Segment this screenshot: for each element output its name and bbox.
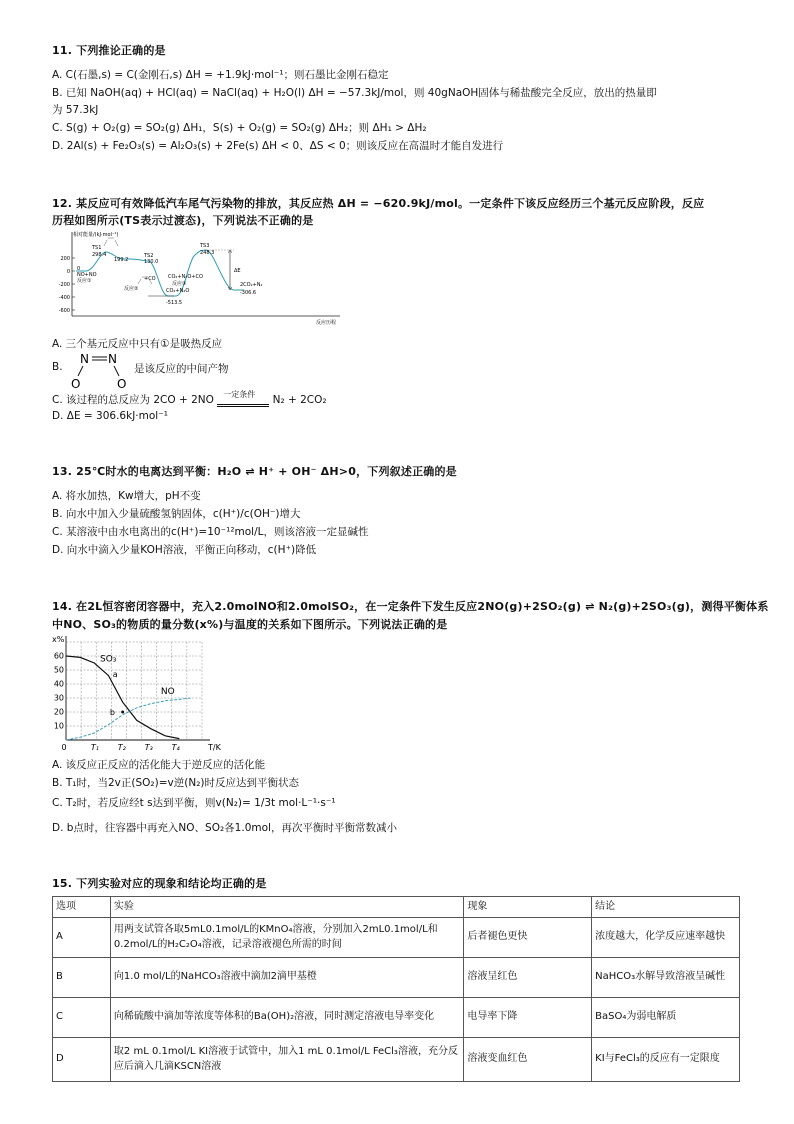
row-b-experiment: 向1.0 mol/L的NaHCO₃溶液中滴加2滴甲基橙 <box>110 957 463 997</box>
q12-option-c-suffix: N₂ + 2CO₂ <box>272 394 327 406</box>
row-a-conclusion: 浓度越大，化学反应速率越快 <box>592 917 740 957</box>
point-b-marker <box>121 711 124 714</box>
row-c-phenomenon: 电导率下降 <box>464 997 592 1037</box>
xtick-label: T₂ <box>117 743 126 752</box>
ytick-label: 20 <box>53 707 64 717</box>
mid-species2: CO₂+N₂O <box>166 288 190 294</box>
header-option: 选项 <box>53 897 111 918</box>
experiment-table <box>52 896 740 1082</box>
q13-option-c: C. 某溶液中由水电离出的c(H⁺)=10⁻¹²mol/L，则该溶液一定显碱性 <box>52 526 369 538</box>
header-experiment: 实验 <box>110 897 463 918</box>
series-label: SO₃ <box>100 654 117 665</box>
n2o2-molecule-icon <box>68 350 132 390</box>
row-d-phenomenon: 溶液变血红色 <box>464 1037 592 1081</box>
ytick-label: 10 <box>53 721 64 731</box>
chart-labels <box>52 635 222 752</box>
ts1-value: 298.4 <box>92 252 107 258</box>
q13-option-d: D. 向水中滴入少量KOH溶液，平衡正向移动，c(H⁺)降低 <box>52 544 317 556</box>
q13-option-b: B. 向水中加入少量硫酸氢钠固体，c(H⁺)/c(OH⁻)增大 <box>52 508 301 520</box>
energy-diagram <box>44 228 344 328</box>
table-row <box>53 917 740 957</box>
ts1-label: TS1 <box>92 245 102 251</box>
q12-option-b-text: 是该反应的中间产物 <box>134 363 229 375</box>
row-b-conclusion: NaHCO₃水解导致溶液呈碱性 <box>592 957 740 997</box>
point-b-label: b <box>109 707 115 717</box>
ts2-label: TS2 <box>144 253 154 259</box>
q14-option-b: B. T₁时，当2v正(SO₂)=v逆(N₂)时反应达到平衡状态 <box>52 777 299 789</box>
q12-option-c-prefix: C. 该过程的总反应为 2CO + 2NO <box>52 394 214 406</box>
mid-species1: CO₂+N₂O+CO <box>168 274 203 280</box>
row-d-experiment: 取2 mL 0.1mol/L KI溶液于试管中，加入1 mL 0.1mol/L FeCl₃溶液，充分反应后滴入几滴KSCN溶液 <box>110 1037 463 1081</box>
svg-text:N: N <box>108 352 117 366</box>
q13-title: 13. 25℃时水的电离达到平衡：H₂O ⇌ H⁺ + OH⁻ ΔH>0，下列叙述正确的是 <box>52 465 457 478</box>
delta-e-label: ΔE <box>234 268 241 274</box>
q14-option-a: A. 该反应正反应的活化能大于逆反应的活化能 <box>52 759 266 771</box>
row-a-experiment: 用两支试管各取5mL0.1mol/L的KMnO₄溶液，分别加入2mL0.1mol/L和0.2mol/L的H₂C₂O₄溶液，记录溶液褪色所需的时间 <box>110 917 463 957</box>
q14-title-line2: 中NO、SO₃的物质的量分数(x%)与温度的关系如下图所示。下列说法正确的是 <box>52 618 448 631</box>
step2-label: 反应② <box>124 286 139 292</box>
end-species: 2CO₂+N₂ <box>240 282 263 288</box>
row-c-option: C <box>53 997 111 1037</box>
q12-option-c <box>52 392 327 407</box>
table-row <box>53 957 740 997</box>
mid-value: -513.5 <box>166 300 183 306</box>
step1-label: 反应① <box>77 278 92 284</box>
ytick-200: 200 <box>60 256 70 262</box>
q11-option-d: D. 2Al(s) + Fe₂O₃(s) = Al₂O₃(s) + 2Fe(s) ΔH < 0、ΔS < 0；则该反应在高温时才能自发进行 <box>52 140 504 152</box>
q11-title: 11. 下列推论正确的是 <box>52 44 166 57</box>
q14-option-c: C. T₂时，若反应经t s达到平衡，则v(N₂)= 1/3t mol·L⁻¹·s⁻¹ <box>52 797 336 809</box>
q11-option-c: C. S(g) + O₂(g) = SO₂(g) ΔH₁，S(s) + O₂(g) = SO₂(g) ΔH₂；则 ΔH₁ > ΔH₂ <box>52 122 427 134</box>
q12-title-line1: 12. 某反应可有效降低汽车尾气污染物的排放，其反应热 ΔH = −620.9kJ/mol。一定条件下该反应经历三个基元反应阶段，反应 <box>52 197 705 210</box>
row-b-option: B <box>53 957 111 997</box>
q12-option-a: A. 三个基元反应中只有①是吸热反应 <box>52 338 223 350</box>
xtick-label: T₄ <box>171 743 180 752</box>
svg-text:N: N <box>80 352 89 366</box>
q11-option-b-line2: 为 57.3kJ <box>52 104 99 116</box>
ytick-label: 60 <box>53 651 64 661</box>
energy-axis-label: 相对能量/(kJ·mol⁻¹) <box>73 232 119 238</box>
q15-title: 15. 下列实验对应的现象和结论均正确的是 <box>52 877 267 890</box>
row-b-phenomenon: 溶液呈红色 <box>464 957 592 997</box>
reaction-arrow <box>217 390 269 407</box>
row-c-experiment: 向稀硫酸中滴加等浓度等体积的Ba(OH)₂溶液，同时测定溶液电导率变化 <box>110 997 463 1037</box>
y-axis-label: x% <box>52 635 65 644</box>
svg-text:O: O <box>117 377 127 390</box>
intermediate1-value: 199.2 <box>114 257 129 263</box>
ts3-value: 248.3 <box>200 250 215 256</box>
series-label: NO <box>160 686 175 697</box>
header-conclusion: 结论 <box>592 897 740 918</box>
q13-option-a: A. 将水加热，Kw增大，pH不变 <box>52 490 201 502</box>
co-label: +CO <box>144 276 156 282</box>
chart-grid <box>66 642 202 740</box>
ytick-neg400: -400 <box>58 295 70 301</box>
row-d-option: D <box>53 1037 111 1081</box>
x-axis-label: T/K <box>208 743 221 752</box>
table-row <box>53 1037 740 1081</box>
q12-option-d: D. ΔE = 306.6kJ·mol⁻¹ <box>52 410 168 422</box>
q11-option-a: A. C(石墨,s) = C(金刚石,s) ΔH = +1.9kJ·mol⁻¹；则石墨比金刚石稳定 <box>52 69 389 81</box>
q14-title-line1: 14. 在2L恒容密闭容器中，充入2.0molNO和2.0molSO₂，在一定条件下发生反应2NO(g)+2SO₂(g) ⇌ N₂(g)+2SO₃(g)，测得平衡体系 <box>52 600 769 613</box>
step3-label: 反应③ <box>172 281 187 287</box>
ytick-label: 40 <box>53 679 64 689</box>
chart-axes <box>66 636 210 740</box>
q12-title-line2: 历程如图所示(TS表示过渡态)，下列说法不正确的是 <box>52 214 314 227</box>
reaction-condition: 一定条件 <box>223 390 256 399</box>
ytick-0: 0 <box>66 269 70 275</box>
q12-option-b-letter: B. <box>52 361 63 373</box>
ytick-neg600: -600 <box>58 308 70 314</box>
ytick-label: 30 <box>53 693 64 703</box>
end-value: -306.6 <box>240 290 257 296</box>
q14-option-d: D. b点时，往容器中再充入NO、SO₂各1.0mol，再次平衡时平衡常数减小 <box>52 822 397 834</box>
svg-text:O: O <box>71 377 81 390</box>
header-phenomenon: 现象 <box>464 897 592 918</box>
ytick-neg200: -200 <box>58 282 70 288</box>
row-d-conclusion: KI与FeCl₃的反应有一定限度 <box>592 1037 740 1081</box>
row-a-option: A <box>53 917 111 957</box>
ts2-value: 130.0 <box>144 259 159 265</box>
row-a-phenomenon: 后者褪色更快 <box>464 917 592 957</box>
start-species: NO+NO <box>77 272 97 278</box>
ts3-label: TS3 <box>200 243 210 249</box>
q11-option-b-line1: B. 已知 NaOH(aq) + HCl(aq) = NaCl(aq) + H₂O(l) ΔH = −57.3kJ/mol，则 40gNaOH固体与稀盐酸完全反应，放出的热量即 <box>52 87 657 99</box>
start-zero: 0 <box>77 266 81 272</box>
table-header-row <box>53 897 740 918</box>
row-c-conclusion: BaSO₄为弱电解质 <box>592 997 740 1037</box>
point-a-label: a <box>112 670 118 679</box>
xtick-label: 0 <box>61 743 67 752</box>
xtick-label: T₁ <box>90 743 99 752</box>
ytick-label: 50 <box>53 665 64 675</box>
reaction-axis-label: 反应历程 <box>316 320 337 326</box>
table-row <box>53 997 740 1037</box>
mole-fraction-chart <box>52 634 224 752</box>
xtick-label: T₃ <box>144 743 153 752</box>
